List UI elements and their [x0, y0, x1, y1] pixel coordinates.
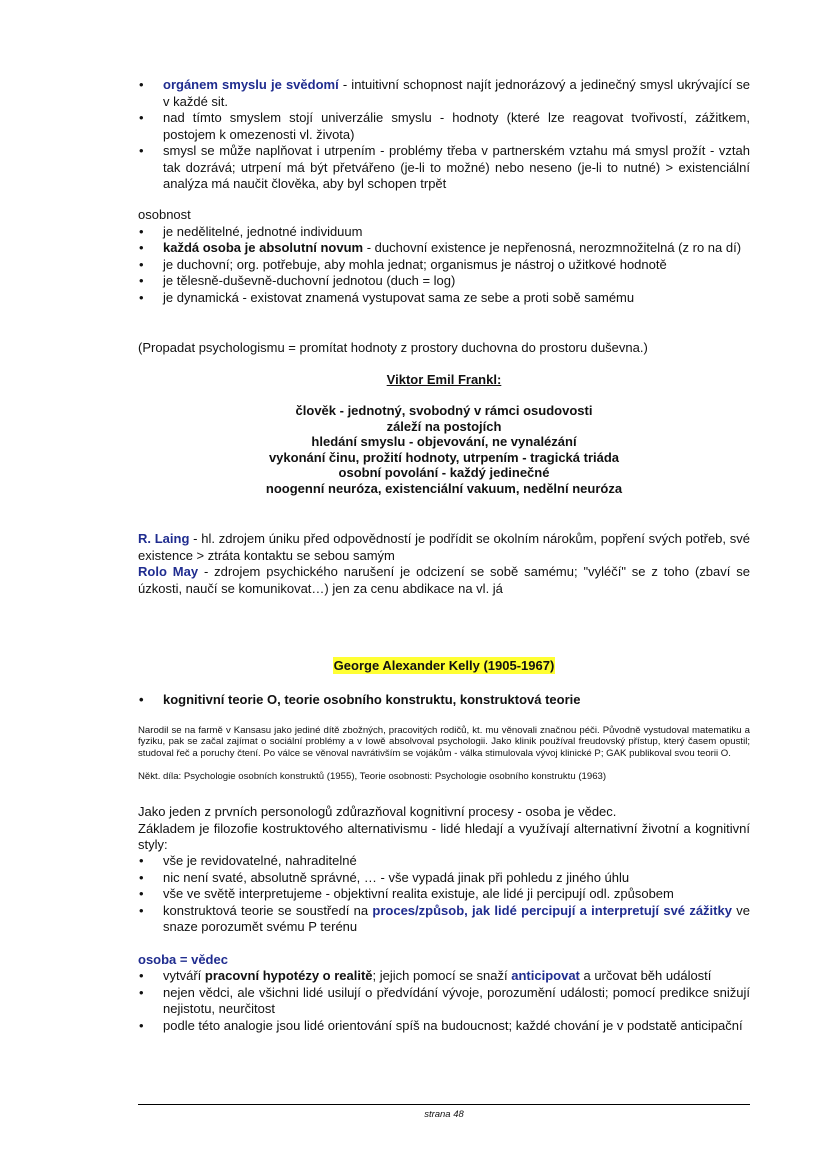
kelly-theory-list [138, 692, 750, 709]
meaning-list [138, 77, 750, 193]
list-item: • je tělesně-duševně-duchovní jednotou (duch = log) [138, 273, 750, 290]
kelly-title: George Alexander Kelly (1905-1967) [333, 658, 555, 673]
list-item: • vytváří pracovní hypotézy o realitě; jejich pomocí se snaží anticipovat a určovat běh událostí [138, 968, 750, 985]
kelly-works: Někt. díla: Psychologie osobních konstruktů (1955), Teorie osobnosti: Psychologie osobního konstruktu (1963) [138, 771, 607, 782]
list-item: • vše je revidovatelné, nahraditelné [138, 853, 750, 870]
motto-line: vykonání činu, prožití hodnoty, utrpením - tragická triáda [268, 449, 620, 465]
list-item: • konstruktová teorie se soustředí na proces/způsob, jak lidé percipují a interpretují své zážitky ve snaze porozumět svému P terénu [138, 903, 750, 936]
list-item: • podle této analogie jsou lidé orientování spíš na budoucnost; každé chování je v podstatě anticipační [138, 1018, 750, 1035]
motto-line: noogenní neuróza, existenciální vakuum, nedělní neuróza [265, 480, 623, 496]
list-item: • orgánem smyslu je svědomí - intuitivní schopnost najít jednorázový a jedinečný smysl ukrývající se v každé sit. [138, 77, 750, 110]
frankl-title-block [138, 372, 750, 389]
kelly-title-block [138, 658, 750, 675]
scientist-heading: osoba = vědec [138, 952, 228, 967]
personality-list [138, 224, 750, 307]
motto-line: hledání smyslu - objevování, ne vynalézání [311, 434, 577, 450]
scientist-list [138, 968, 750, 1034]
list-item: • je nedělitelné, jednotné individuum [138, 224, 750, 241]
footer-divider [138, 1104, 750, 1105]
motto-line: člověk - jednotný, svobodný v rámci osudovosti [295, 403, 593, 418]
organ-of-meaning-term: orgánem smyslu je svědomí [163, 77, 339, 92]
frankl-motto [138, 403, 750, 497]
intro-line: Základem je filozofie kostruktového alternativismu - lidé hledají a využívají alternativní životní a kognitivní styly: [138, 820, 750, 852]
kelly-intro [138, 804, 750, 854]
may-name: Rolo May [138, 564, 199, 579]
list-item: • nic není svaté, absolutně správné, … - vše vypadá jinak při pohledu z jiného úhlu [138, 870, 750, 887]
motto-line: záleží na postojích [386, 418, 502, 434]
list-item: • je dynamická - existovat znamená vystupovat sama ze sebe a proti sobě samému [138, 290, 750, 307]
kelly-bio: Narodil se na farmě v Kansasu jako jediné dítě zbožných, pracovitých rodičů, kt. mu věnovali značnou péči. Původně vystudoval matematiku a fyziku, pak se začal zajímat o sociální problémy a v Iowě absolvoval psychologii. Jako klinik používal freudovský přístup, který časem opustil; studoval řeč a poruchy čtení. Po válce se věnoval navrátivším se vojákům - válka stimulovala vývoj klinické P; GAK publikoval svou teorii O. [138, 725, 750, 759]
personality-section [138, 207, 750, 306]
laing-name: R. Laing [138, 531, 190, 546]
list-item: • kognitivní teorie O, teorie osobního konstruktu, konstruktová teorie [138, 692, 750, 709]
list-item: • každá osoba je absolutní novum - duchovní existence je nepřenosná, nerozmnožitelná (z ro na dí) [138, 240, 750, 257]
list-item: • nad tímto smyslem stojí univerzálie smyslu - hodnoty (které lze reagovat tvořivostí, zážitkem, postojem k omezenosti vl. života) [138, 110, 750, 143]
psychologism-note: (Propadat psychologismu = promítat hodnoty z prostory duchovna do prostoru duševna.) [138, 340, 648, 355]
cognitive-styles-list [138, 853, 750, 936]
intro-line: Jako jeden z prvních personologů zdůrazňoval kognitivní procesy - osoba je vědec. [138, 804, 617, 819]
laing-paragraph: R. Laing - hl. zdrojem úniku před odpovědností je podřídit se okolním nárokům, popření svých potřeb, své existence > ztráta kontaktu se sebou samým [138, 531, 751, 563]
list-item: • smysl se může naplňovat i utrpením - problémy třeba v partnerském vztahu má smysl prožít - vztah tak dozrává; utrpení má být přetvářeno (je-li to možné) nebo neseno (je-li to nutné) > existenciální analýza má naučit člověka, aby byl schopen trpět [138, 143, 750, 193]
list-item: • je duchovní; org. potřebuje, aby mohla jednat; organismus je nástroj o užitkové hodnotě [138, 257, 750, 274]
page-number: strana 48 [424, 1109, 464, 1120]
list-item: • vše ve světě interpretujeme - objektivní realita existuje, ale lidé ji percipují odl. způsobem [138, 886, 750, 903]
motto-line: osobní povolání - každý jedinečné [338, 465, 550, 481]
list-item: • nejen vědci, ale všichni lidé usilují o předvídání vývoje, porozumění události; pomocí predikce snižují nejistotu, neurčitost [138, 985, 750, 1018]
personality-heading: osobnost [138, 207, 191, 222]
may-paragraph: Rolo May - zdrojem psychického narušení je odcizení se sobě samému; "vyléčí" se z toho (zbaví se úzkosti, naučí se komunikovat…) jen za cenu abdikace na vl. já [138, 564, 750, 596]
frankl-title: Viktor Emil Frankl: [386, 372, 502, 387]
